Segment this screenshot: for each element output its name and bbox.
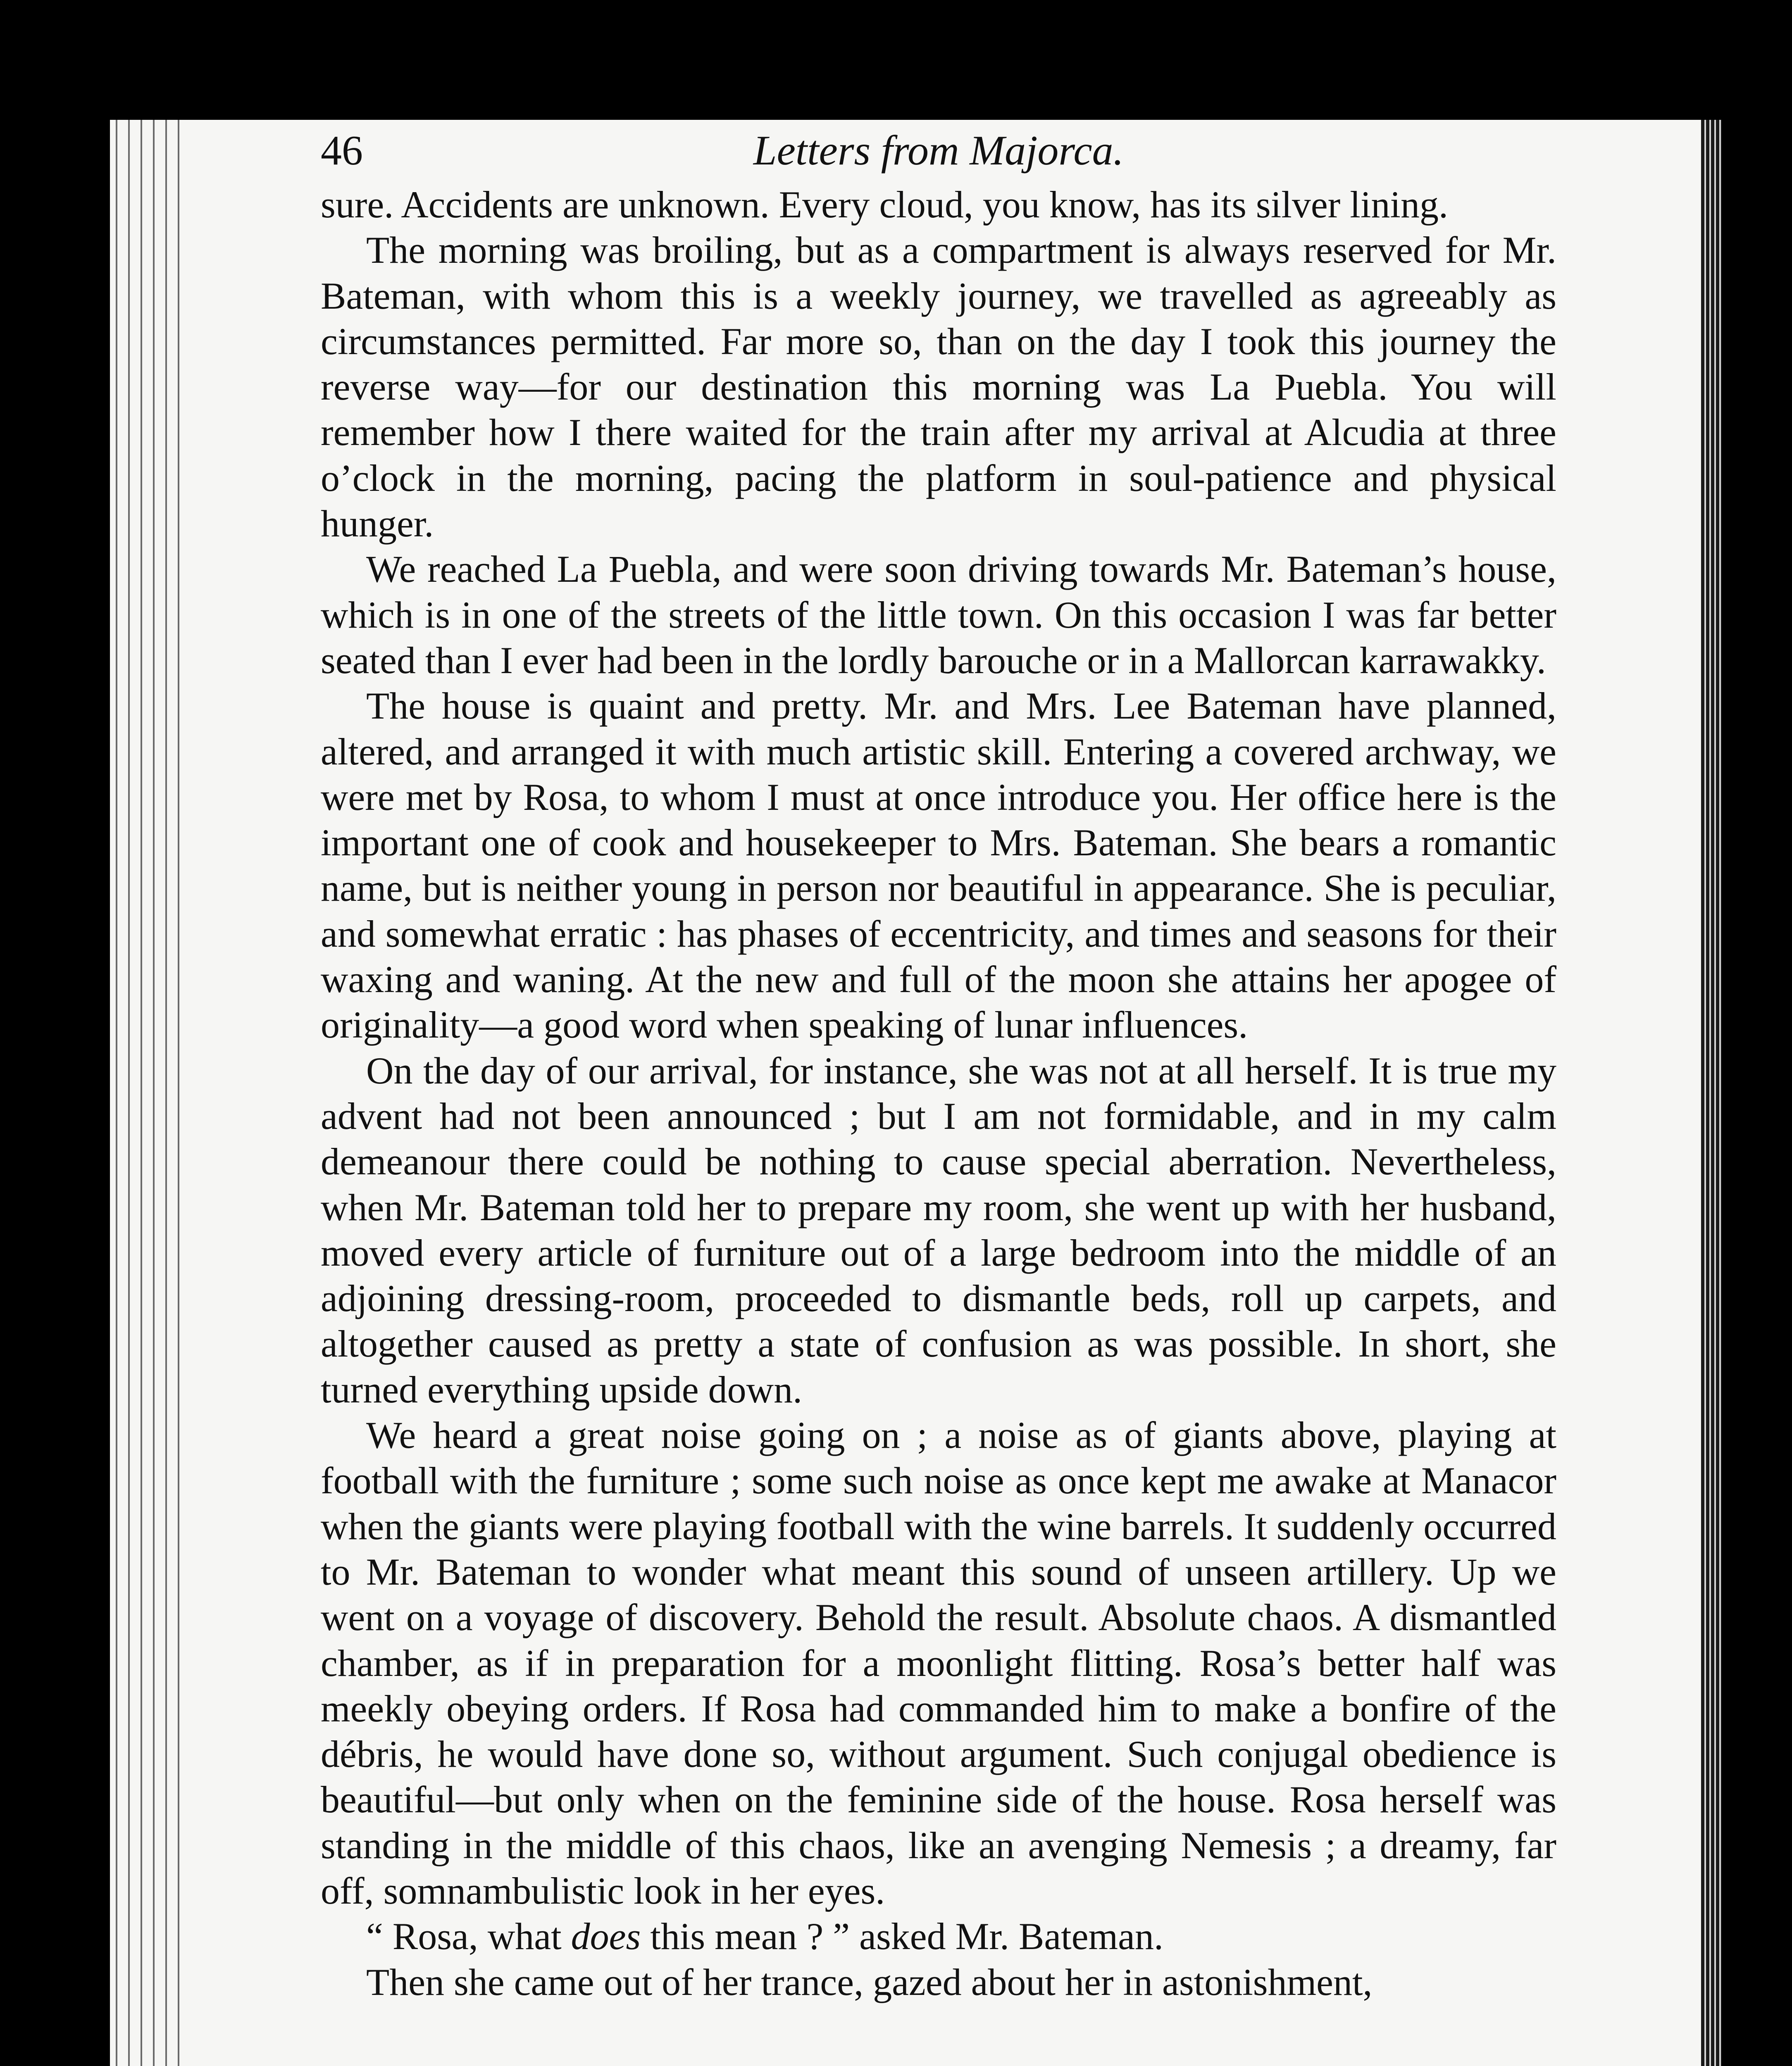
emphasized-word: does — [571, 1915, 641, 1958]
paragraph-dialogue — [321, 1914, 1556, 1959]
dialogue-text-start: “ Rosa, what — [366, 1915, 571, 1958]
paragraph: We reached La Puebla, and were soon driving towards Mr. Bateman’s house, which is in one of the streets of the little town. On this occasion I was far better seated than I ever had been in the lordly barouche or in a Mallorcan karrawakky. — [321, 548, 1556, 681]
paragraph: Then she came out of her trance, gazed about her in astonishment, — [366, 1961, 1373, 2003]
page-gutter — [110, 120, 184, 2066]
page-edge — [1701, 120, 1722, 2066]
paragraph: On the day of our arrival, for instance, she was not at all herself. It is true my advent had not been announced ; but I am not formidable, and in my calm demeanour there could be nothing to cause special aberration. Nevertheless, when Mr. Bateman told her to prepare my room, she went up with her husband, moved every article of furniture out of a large bedroom into the middle of an adjoining dressing-room, proceeded to dismantle beds, roll up carpets, and altogether caused as pretty a state of confusion as was possible. In short, she turned everything upside down. — [321, 1049, 1556, 1411]
dialogue-text-end: this mean ? ” asked Mr. Bateman. — [641, 1915, 1163, 1958]
page-number: 46 — [321, 127, 363, 174]
page-header — [321, 120, 1556, 182]
running-title: Letters from Majorca. — [753, 127, 1124, 174]
paragraph: The morning was broiling, but as a compartment is always reserved for Mr. Bateman, with whom this is a weekly journey, we travelled as agreeably as circumstances permitted. Far more so, than on the day I took this journey the reverse way—for our destination this morning was La Puebla. You will remember how I there waited for the train after my arrival at Alcudia at three o’clock in the morning, pacing the platform in soul-patience and physical hunger. — [321, 229, 1556, 545]
paragraph: The house is quaint and pretty. Mr. and Mrs. Lee Bateman have planned, altered, and arranged it with much artistic skill. Entering a covered archway, we were met by Rosa, to whom I must at once introduce you. Her office here is the important one of cook and housekeeper to Mrs. Bateman. She bears a romantic name, but is neither young in person nor beautiful in appearance. She is peculiar, and somewhat erratic : has phases of eccentricity, and times and seasons for their waxing and waning. At the new and full of the moon she attains her apogee of originality—a good word when speaking of lunar influences. — [321, 685, 1556, 1046]
body-text — [321, 182, 1556, 2005]
paragraph: sure. Accidents are unknown. Every cloud, you know, has its silver lining. — [321, 183, 1448, 226]
paragraph: We heard a great noise going on ; a noise as of giants above, playing at football with the furniture ; some such noise as once kept me awake at Manacor when the giants were playing football with the wine barrels. It suddenly occurred to Mr. Bateman to wonder what meant this sound of unseen artillery. Up we went on a voyage of discovery. Behold the result. Absolute chaos. A dismantled chamber, as if in preparation for a moonlight flitting. Rosa’s better half was meekly obeying orders. If Rosa had commanded him to make a bonfire of the débris, he would have done so, without argument. Such conjugal obedience is beautiful—but only when on the feminine side of the house. Rosa herself was standing in the middle of this chaos, like an avenging Nemesis ; a dreamy, far off, somnambulistic look in her eyes. — [321, 1414, 1556, 1912]
